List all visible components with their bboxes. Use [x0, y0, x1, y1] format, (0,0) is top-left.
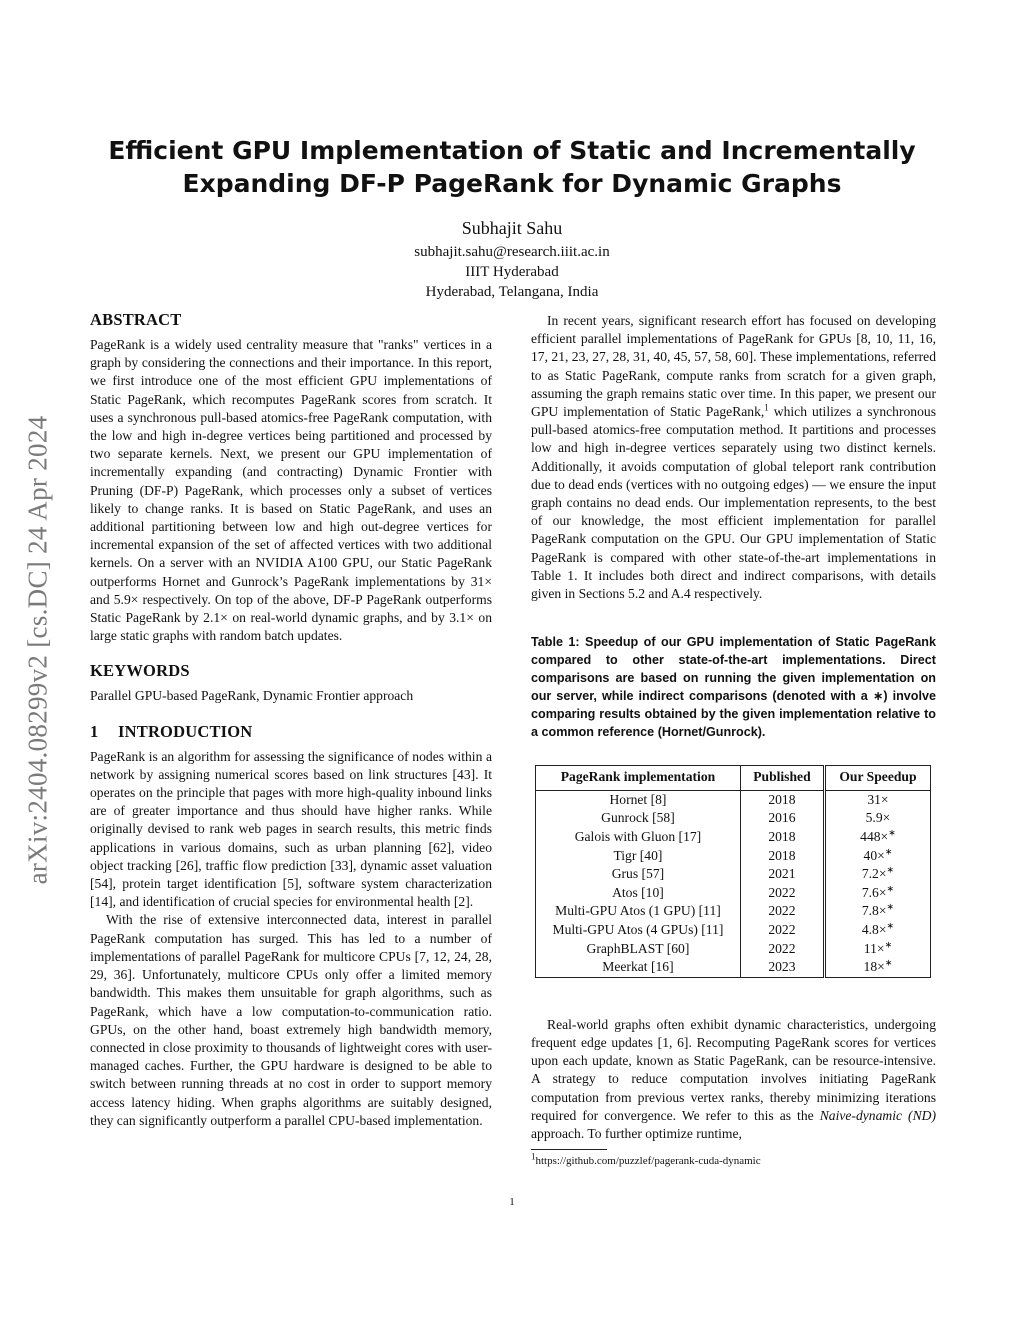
table-row — [536, 847, 931, 866]
naive-dynamic-term: Naive-dynamic (ND) — [819, 1107, 936, 1123]
cell-published: 2022 — [740, 921, 824, 940]
intro-paragraph-1: PageRank is an algorithm for assessing the significance of nodes within a network by assigning numerical scores based on link structures [43]. It operates on the principle that pages with more high-quality inbound links are of greater importance and thus should have higher ranks. While originally devised to rank web pages in search results, this metric finds applications in various domains, such as urban planning [62], video object tracking [26], traffic flow prediction [33], dynamic asset valuation [54], protein target identification [5], software system characterization [14], and identification of crucial species for environmental health [2]. — [90, 748, 492, 910]
table-row — [536, 940, 931, 959]
table-body — [536, 790, 931, 977]
title-line-1: Efficient GPU Implementation of Static and Incrementally — [108, 136, 916, 165]
cell-published: 2018 — [740, 847, 824, 866]
footnote-marker: 1 — [764, 402, 769, 413]
cell-published: 2021 — [740, 865, 824, 884]
author-email: subhajit.sahu@research.iiit.ac.in — [414, 244, 610, 260]
abstract-heading: ABSTRACT — [90, 310, 182, 329]
indirect-marker: ∗ — [884, 939, 893, 950]
cell-published: 2016 — [740, 809, 824, 828]
cell-published: 2022 — [740, 940, 824, 959]
cell-speedup: 7.8×∗ — [824, 902, 930, 921]
cell-implementation: Tigr [40] — [536, 847, 741, 866]
table-header-row — [536, 766, 931, 791]
indirect-marker: ∗ — [886, 901, 895, 912]
cell-implementation: Grus [57] — [536, 865, 741, 884]
left-column — [90, 310, 492, 1130]
cell-speedup: 5.9× — [824, 809, 930, 828]
cell-implementation: Atos [10] — [536, 884, 741, 903]
table-row — [536, 828, 931, 847]
cell-published: 2023 — [740, 958, 824, 977]
keywords-heading: KEYWORDS — [90, 661, 190, 681]
cell-published: 2022 — [740, 902, 824, 921]
keywords-text: Parallel GPU-based PageRank, Dynamic Frontier approach — [90, 688, 414, 704]
footnote-number: 1 — [531, 1151, 536, 1162]
cell-implementation: Hornet [8] — [536, 790, 741, 809]
table-caption: Table 1: Speedup of our GPU implementation of Static PageRank compared to other state-of-the-art implementations. Direct comparisons are based on running the given implementation on our server, while indirect comparisons (denoted with a ∗) involve comparing results obtained by the given implementation relative to a common reference (Hornet/Gunrock). — [531, 635, 936, 740]
indirect-marker: ∗ — [886, 920, 895, 931]
cell-published: 2018 — [740, 828, 824, 847]
cell-implementation: Multi-GPU Atos (1 GPU) [11] — [536, 902, 741, 921]
intro-paragraph-2: With the rise of extensive interconnected data, interest in parallel PageRank computation has surged. This has led to a number of implementations of parallel PageRank for multicore CPUs [7, 12, 24, 28, 29, 36]. Unfortunately, multicore CPUs only offer a limited memory bandwidth. This makes them unsuitable for graph algorithms, such as PageRank, which have a low computation-to-communication ratio. GPUs, on the other hand, boast extremely high bandwidth memory, connected in close proximity to thousands of lightweight cores with user-managed caches. Further, the GPU hardware is designed to be able to switch between running threads at no cost in order to support memory access latency hiding. When graphs algorithms are suitably designed, they can significantly outperform a parallel CPU-based implementation. — [90, 912, 492, 1128]
indirect-marker: ∗ — [888, 827, 896, 838]
header-published: Published — [740, 766, 824, 791]
page-number: 1 — [509, 1196, 515, 1208]
cell-speedup: 7.2×∗ — [824, 865, 930, 884]
author-block — [312, 216, 712, 302]
right-column — [531, 312, 936, 1168]
table-row — [536, 884, 931, 903]
intro-paragraph-4: Real-world graphs often exhibit dynamic characteristics, undergoing frequent edge updates [1, 6]. Recomputing PageRank scores for vertices upon each update, known as Static PageRank, can be resource-intensive. A strategy to reduce computation involves initiating PageRank computation from previous vertex ranks, thereby minimizing iterations required for convergence. We refer to this as the Naive-dynamic (ND) approach. To further optimize runtime, — [531, 1016, 936, 1141]
footnote — [531, 1151, 936, 1168]
header-speedup: Our Speedup — [824, 766, 930, 791]
abstract-text: PageRank is a widely used centrality measure that "ranks" vertices in a graph by considering the connections and their importance. In this report, we first introduce one of the most efficient GPU implementations of Static PageRank, which recomputes PageRank scores from scratch. It uses a synchronous pull-based atomics-free PageRank computation, with the low and high in-degree vertices being partitioned and processed by two separate kernels. Next, we present our GPU implementation of incrementally expanding (and contracting) Dynamic Frontier with Pruning (DF-P) PageRank, which processes only a subset of vertices likely to change ranks. It is based on Static PageRank, and uses an additional partitioning between low and high out-degree vertices for incremental expansion of the set of affected vertices with two additional kernels. On a server with an NVIDIA A100 GPU, our Static PageRank outperforms Hornet and Gunrock’s PageRank implementations by 31× and 5.9× respectively. On top of the above, DF-P PageRank outperforms Static PageRank by 2.1× on real-world dynamic graphs, and by 3.1× on large static graphs with random batch updates. — [90, 337, 492, 644]
introduction-heading — [90, 722, 492, 742]
footnote-rule — [531, 1149, 607, 1150]
table-row — [536, 790, 931, 809]
section-title: INTRODUCTION — [118, 721, 253, 741]
arxiv-sidebar — [14, 340, 62, 960]
cell-published: 2018 — [740, 790, 824, 809]
paper-title — [100, 134, 924, 200]
cell-speedup: 18×∗ — [824, 958, 930, 977]
cell-speedup: 11×∗ — [824, 940, 930, 959]
speedup-table — [535, 765, 931, 978]
footnote-url: https://github.com/puzzlef/pagerank-cuda-dynamic — [535, 1155, 761, 1168]
cell-implementation: GraphBLAST [60] — [536, 940, 741, 959]
author-affiliation: IIIT Hyderabad — [465, 264, 559, 280]
indirect-marker: ∗ — [886, 864, 895, 875]
cell-speedup: 31× — [824, 790, 930, 809]
table-row — [536, 809, 931, 828]
cell-published: 2022 — [740, 884, 824, 903]
author-name: Subhajit Sahu — [461, 218, 563, 238]
author-location: Hyderabad, Telangana, India — [425, 284, 599, 300]
cell-speedup: 40×∗ — [824, 847, 930, 866]
cell-speedup: 448×∗ — [824, 828, 930, 847]
cell-implementation: Galois with Gluon [17] — [536, 828, 741, 847]
indirect-marker: ∗ — [886, 883, 895, 894]
table-row — [536, 921, 931, 940]
arxiv-identifier: arXiv:2404.08299v2 [cs.DC] 24 Apr 2024 — [22, 415, 53, 885]
title-line-2: Expanding DF-P PageRank for Dynamic Graphs — [182, 169, 842, 198]
cell-speedup: 7.6×∗ — [824, 884, 930, 903]
section-number: 1 — [90, 721, 99, 741]
table-row — [536, 958, 931, 977]
header-implementation: PageRank implementation — [536, 766, 741, 791]
indirect-marker: ∗ — [884, 846, 893, 857]
table-row — [536, 865, 931, 884]
cell-implementation: Multi-GPU Atos (4 GPUs) [11] — [536, 921, 741, 940]
table-row — [536, 902, 931, 921]
cell-speedup: 4.8×∗ — [824, 921, 930, 940]
cell-implementation: Gunrock [58] — [536, 809, 741, 828]
indirect-marker: ∗ — [884, 957, 893, 968]
cell-implementation: Meerkat [16] — [536, 958, 741, 977]
intro-paragraph-3: In recent years, significant research effort has focused on developing efficient parallel implementations of PageRank for GPUs [8, 10, 11, 16, 17, 21, 23, 27, 28, 31, 40, 45, 57, 58, 60]. These implementations, referred to as Static PageRank, compute ranks from scratch for a given graph, assuming the graph remains static over time. In this paper, we present our GPU implementation of Static PageRank,$^1$ which utilizes a synchronous pull-based atomics-free computation method. It partitions and processes low and high in-degree vertices separately using two distinct kernels. Additionally, it avoids computation of global teleport rank contribution due to dead ends (vertices with no outgoing edges) — we ensure the input graph contains no dead ends. Our implementation represents, to the best of our knowledge, the most efficient implementation for parallel PageRank computation on the GPU. Our GPU implementation of Static PageRank is compared with other state-of-the-art implementations in Table 1. It includes both direct and indirect comparisons, with details given in Sections 5.2 and A.4 respectively. — [531, 313, 936, 602]
